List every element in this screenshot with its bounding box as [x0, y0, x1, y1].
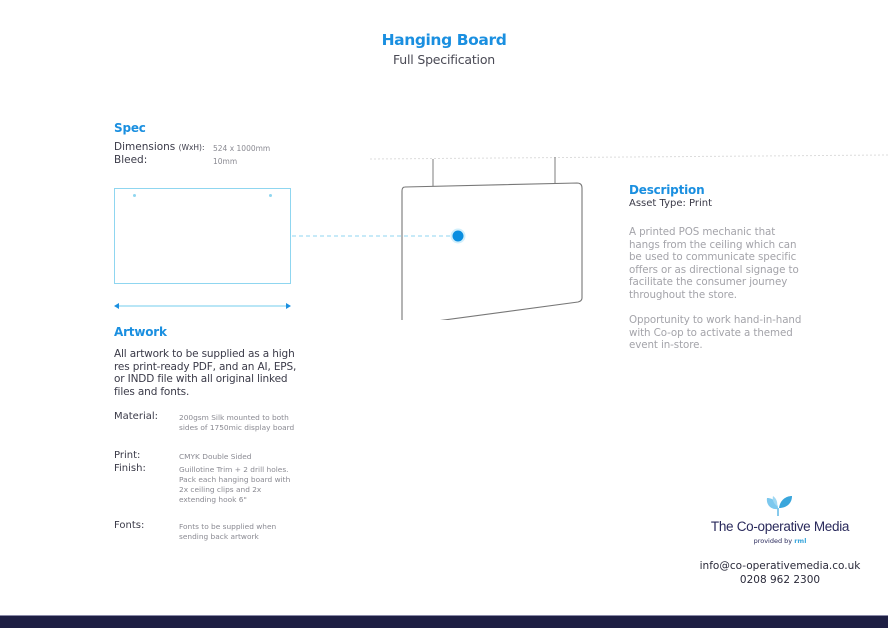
description-paragraph-1: A printed POS mechanic that hangs from the ceiling which can be used to communicate specific offers or as directional signage to facilitate the consumer journey throughout the store. — [629, 226, 799, 301]
ceiling-line — [370, 155, 888, 159]
drill-hole-right — [269, 194, 272, 197]
print-value: CMYK Double Sided — [179, 452, 252, 461]
bleed-label: Bleed: — [114, 154, 148, 166]
dimensions-label — [114, 141, 205, 153]
bleed-value: 10mm — [213, 157, 238, 166]
contact-email[interactable]: info@co-operativemedia.co.uk — [699, 560, 861, 572]
finish-label: Finish: — [114, 463, 146, 474]
asset-type: Asset Type: Print — [629, 198, 713, 209]
page-subtitle: Full Specification — [392, 52, 495, 67]
dimensions-unit-hint: (WxH): — [178, 143, 205, 152]
provider-logo: rml — [794, 537, 807, 545]
board-outline — [402, 183, 582, 320]
board-flat-diagram — [114, 188, 291, 284]
finish-value: Guillotine Trim + 2 drill holes. Pack each hanging board with 2x ceiling clips and 2x extending hook 6" — [179, 465, 291, 504]
brand-provided-by — [690, 537, 870, 545]
width-dimension-arrow — [114, 301, 291, 311]
artwork-heading: Artwork — [114, 325, 167, 339]
footer-bar — [0, 615, 888, 628]
material-label: Material: — [114, 411, 158, 422]
provided-by-text: provided by — [753, 537, 793, 545]
brand-name: The Co-operative Media — [710, 519, 850, 534]
fonts-value: Fonts to be supplied when sending back artwork — [179, 522, 277, 541]
dimensions-value: 524 x 1000mm — [213, 144, 271, 153]
description-heading: Description — [629, 183, 705, 197]
artwork-body: All artwork to be supplied as a high res print-ready PDF, and an AI, EPS, or INDD file with all original linked files and fonts. — [114, 348, 297, 398]
spec-heading: Spec — [114, 121, 146, 135]
leaf-sprout-icon — [764, 494, 794, 518]
callout-dot — [453, 231, 464, 242]
material-value: 200gsm Silk mounted to both sides of 1750mic display board — [179, 413, 295, 432]
description-paragraph-2: Opportunity to work hand-in-hand with Co-op to activate a themed event in-store. — [629, 314, 802, 352]
page-title: Hanging Board — [381, 31, 507, 49]
dimensions-label-text: Dimensions — [114, 141, 176, 153]
fonts-label: Fonts: — [114, 520, 145, 531]
drill-hole-left — [133, 194, 136, 197]
contact-phone[interactable]: 0208 962 2300 — [739, 574, 821, 586]
print-label: Print: — [114, 450, 141, 461]
